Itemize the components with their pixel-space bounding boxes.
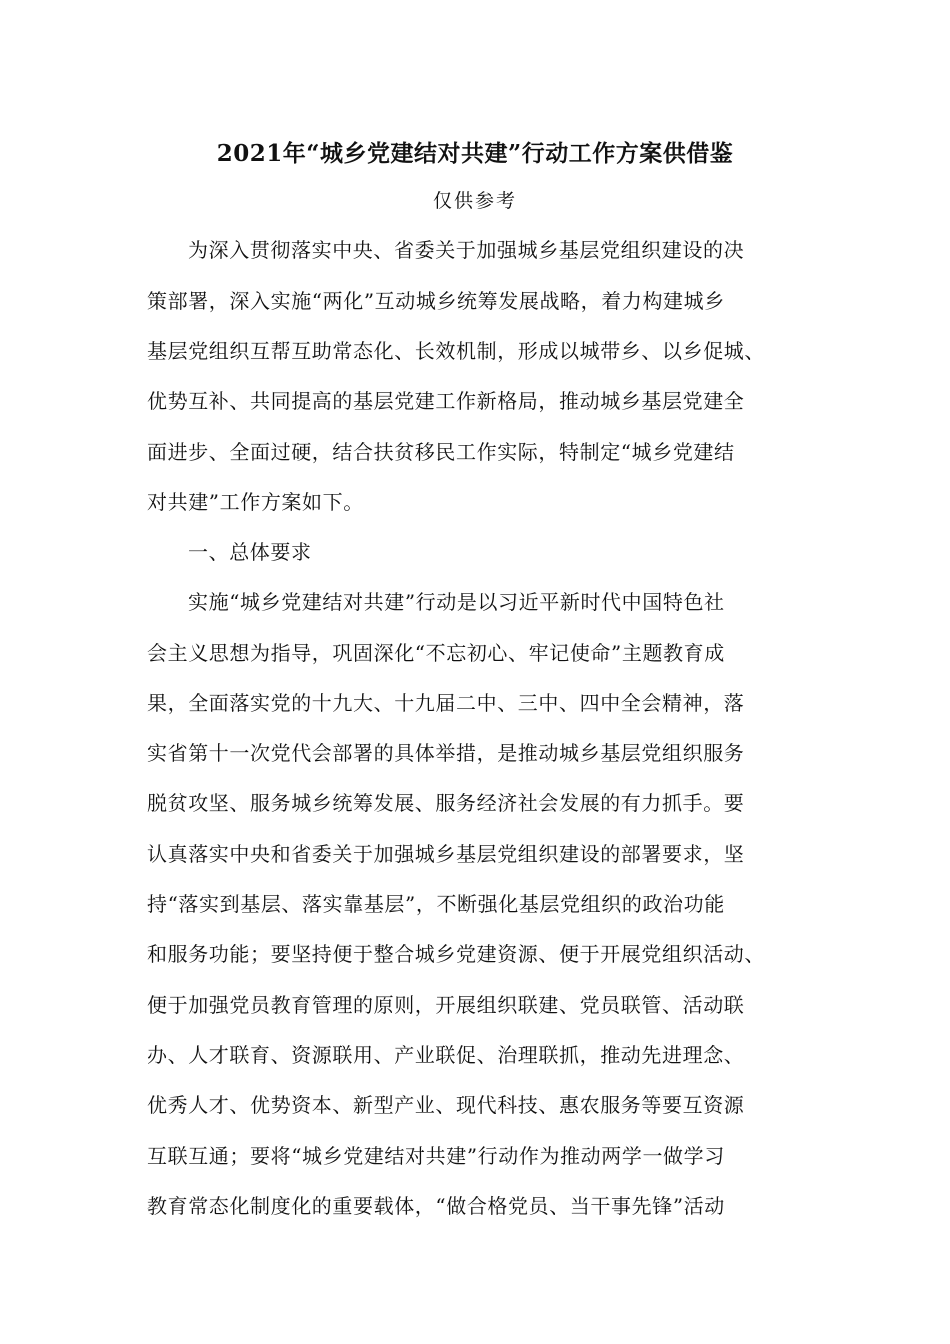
paragraph-line: 优秀人才、优势资本、新型产业、现代科技、惠农服务等要互资源 xyxy=(147,1093,745,1117)
paragraph-line: 持“落实到基层、落实靠基层”，不断强化基层党组织的政治功能 xyxy=(147,892,725,916)
paragraph-line: 便于加强党员教育管理的原则，开展组织联建、党员联管、活动联 xyxy=(147,993,745,1017)
document-subtitle: 仅供参考 xyxy=(432,190,517,212)
paragraph-line: 脱贫攻坚、服务城乡统筹发展、服务经济社会发展的有力抓手。要 xyxy=(147,791,745,815)
paragraph-line: 和服务功能；要坚持便于整合城乡党建资源、便于开展党组织活动、 xyxy=(147,942,765,966)
paragraph-line: 实省第十一次党代会部署的具体举措，是推动城乡基层党组织服务 xyxy=(147,741,745,765)
document-title: 2021年“城乡党建结对共建”行动工作方案供借鉴 xyxy=(216,140,734,167)
paragraph-line: 基层党组织互帮互助常态化、长效机制，形成以城带乡、以乡促城、 xyxy=(147,339,765,363)
paragraph-line: 为深入贯彻落实中央、省委关于加强城乡基层党组织建设的决 xyxy=(188,238,745,262)
paragraph-line: 认真落实中央和省委关于加强城乡基层党组织建设的部署要求，坚 xyxy=(147,842,745,866)
paragraph-line: 会主义思想为指导，巩固深化“不忘初心、牢记使命”主题教育成 xyxy=(147,641,725,665)
paragraph-line: 果，全面落实党的十九大、十九届二中、三中、四中全会精神，落 xyxy=(147,691,745,715)
paragraph-line: 办、人才联育、资源联用、产业联促、治理联抓，推动先进理念、 xyxy=(147,1043,745,1067)
paragraph-line: 策部署，深入实施“两化”互动城乡统筹发展战略，着力构建城乡 xyxy=(147,289,725,313)
paragraph-line: 实施“城乡党建结对共建”行动是以习近平新时代中国特色社 xyxy=(188,590,725,614)
paragraph-line: 面进步、全面过硬，结合扶贫移民工作实际，特制定“城乡党建结 xyxy=(147,440,735,464)
paragraph-line: 优势互补、共同提高的基层党建工作新格局，推动城乡基层党建全 xyxy=(147,389,745,413)
paragraph-line: 互联互通；要将“城乡党建结对共建”行动作为推动两学一做学习 xyxy=(147,1144,725,1168)
section-heading: 一、总体要求 xyxy=(188,540,312,564)
paragraph-line: 教育常态化制度化的重要载体，“做合格党员、当干事先锋”活动 xyxy=(147,1194,725,1218)
paragraph-line: 对共建”工作方案如下。 xyxy=(147,490,364,514)
